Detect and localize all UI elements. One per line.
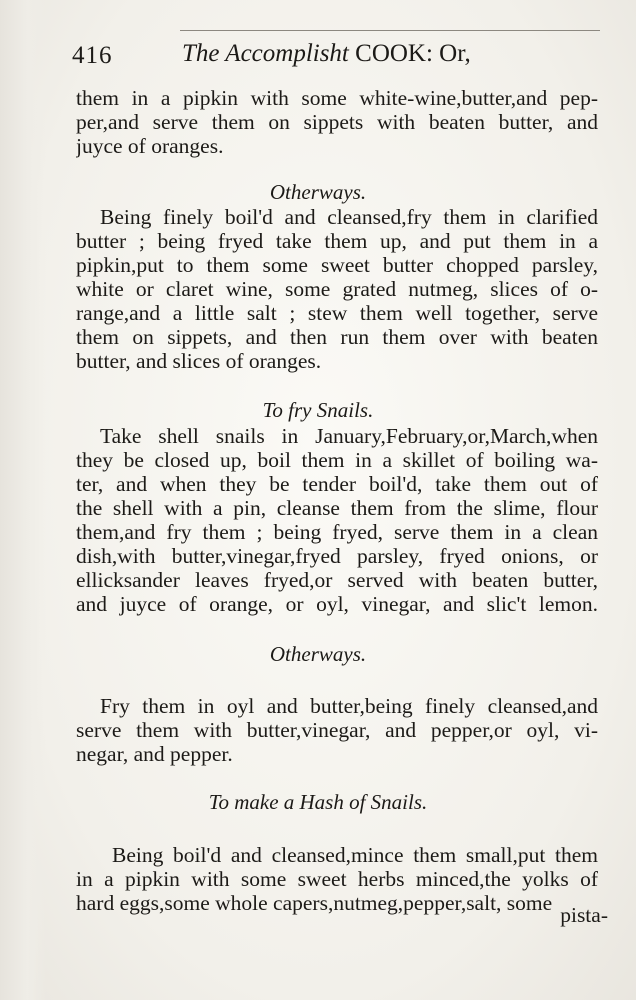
text-line: white or claret wine, some grated nutmeg, slices of o- <box>76 277 598 301</box>
text-line: them in a pipkin with some white-wine,butter,and pep- <box>76 86 598 110</box>
running-head-caps: COOK: Or, <box>355 40 471 67</box>
section-heading-hash-snails: To make a Hash of Snails. <box>208 790 428 814</box>
hash-snails-paragraph <box>76 843 598 915</box>
page-gutter-shadow <box>0 0 46 1000</box>
running-head-italic: The Accomplisht <box>182 40 349 67</box>
running-head <box>182 40 471 68</box>
text-line: Take shell snails in January,February,or,March,when <box>100 424 598 448</box>
text-line: butter ; being fryed take them up, and put them in a <box>76 229 598 253</box>
section-heading-otherways: Otherways. <box>269 180 367 204</box>
text-line: them on sippets, and then run them over with beaten <box>76 325 598 349</box>
text-line: juyce of oranges. <box>76 134 224 158</box>
otherways-paragraph <box>76 205 598 373</box>
section-heading-fry-snails: To fry Snails. <box>262 398 374 422</box>
text-line: dish,with butter,vinegar,fryed parsley, fryed onions, or <box>76 544 598 568</box>
text-line: serve them with butter,vinegar, and pepper,or oyl, vi- <box>76 718 598 742</box>
text-line: negar, and pepper. <box>76 742 233 766</box>
text-line: ellicksander leaves fryed,or served with beaten butter, <box>76 568 598 592</box>
text-line: in a pipkin with some sweet herbs minced,the yolks of <box>76 867 598 891</box>
text-line: hard eggs,some whole capers,nutmeg,pepper,salt, some <box>76 891 553 915</box>
text-line: butter, and slices of oranges. <box>76 349 322 373</box>
text-line: them,and fry them ; being fryed, serve them in a clean <box>76 520 598 544</box>
text-line: Being boil'd and cleansed,mince them small,put them <box>112 843 598 867</box>
text-line: Being finely boil'd and cleansed,fry them in clarified <box>100 205 598 229</box>
text-line: ter, and when they be tender boil'd, take them out of <box>76 472 598 496</box>
header-rule <box>180 30 600 31</box>
text-line: range,and a little salt ; stew them well together, serve <box>76 301 598 325</box>
text-line: and juyce of orange, or oyl, vinegar, and slic't lemon. <box>76 592 598 616</box>
page-number: 416 <box>72 42 113 69</box>
catchword: pista- <box>560 903 608 927</box>
intro-paragraph <box>76 86 598 158</box>
section-heading-otherways-2: Otherways. <box>269 642 367 666</box>
fry-snails-paragraph <box>76 424 598 616</box>
text-line: per,and serve them on sippets with beaten butter, and <box>76 110 598 134</box>
text-line: pipkin,put to them some sweet butter chopped parsley, <box>76 253 598 277</box>
text-line: the shell with a pin, cleanse them from the slime, flour <box>76 496 598 520</box>
text-line: Fry them in oyl and butter,being finely cleansed,and <box>100 694 598 718</box>
text-line: they be closed up, boil them in a skillet of boiling wa- <box>76 448 598 472</box>
page-header <box>72 36 602 80</box>
otherways-2-paragraph <box>76 694 598 766</box>
